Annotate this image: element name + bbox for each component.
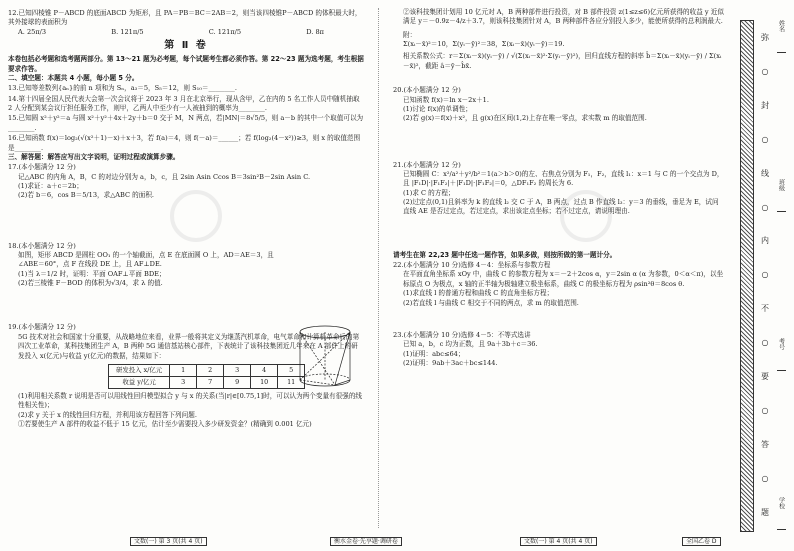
question-14: 14.第十四届全国人民代表大会第一次会议将于 2023 年 3 月在北京举行，现从含甲，乙在内的 5 名工作人员中随机抽取 2 人分配到某会议厅担任服务工作，则甲，乙两人中至少有一人被抽到的概率为________.	[8, 94, 360, 113]
table-cell: 9	[224, 376, 251, 388]
table-cell: 4	[251, 364, 278, 376]
reference-sums: Σ(xᵢ－x̄)²＝10，Σ(yᵢ－ȳ)²＝38，Σ(xᵢ－x̄)(yᵢ－ȳ)＝19.	[403, 40, 565, 49]
exam-number-field[interactable]: 考号	[777, 338, 786, 371]
student-info-fields	[774, 20, 788, 530]
table-header-cell: 研发投入 x/亿元	[109, 364, 170, 376]
question-21-part2: (2)过定点(0,1)且斜率为 k 的直线 l₂ 交 C 于 A，B 两点，过点 B 作直线 l₃：y＝3 的垂线，垂足为 E，试问直线 AE 是否过定点，若过定点，求出该定点坐标；若不过定点，请说明理由.	[403, 198, 719, 216]
question-20-body: 已知函数 f(x)＝ln x－2x＋1.	[403, 95, 489, 104]
table-cell: 11	[278, 376, 305, 388]
footer-edition: 全国乙卷 D	[682, 537, 721, 546]
question-19-head: 19.(本小题满分 12 分)	[8, 323, 76, 332]
page-footer-left	[130, 536, 207, 545]
seal-char: ○	[761, 473, 769, 483]
question-19-part2a: ①若要使生产 A 部件的收益不低于 15 亿元，估计至少需要投入多少研发资金？(精确到 0.001 亿元)	[18, 420, 312, 429]
seal-char: 弥	[761, 32, 769, 42]
question-23-head: 23.(本小题满分 10 分)选修 4－5：不等式选讲	[393, 330, 531, 339]
question-17-part1: (1)求证：a＋c＝2b；	[18, 181, 83, 190]
question-17-head: 17.(本小题满分 12 分)	[8, 163, 76, 172]
question-12-options	[8, 28, 364, 37]
right-column	[393, 8, 725, 368]
binding-strip	[740, 20, 788, 530]
seal-char: ○	[761, 270, 769, 280]
question-13: 13.已知等差数列{aₙ}的前 n 项和为 Sₙ，a₃＝5，S₅＝12，则 S₁₀＝________.	[8, 84, 237, 93]
answer-space	[393, 71, 725, 85]
school-field[interactable]: 学校	[777, 497, 786, 530]
page-footer-center	[330, 536, 402, 545]
question-21-body: 已知椭圆 C：x²/a²＋y²/b²＝1(a＞b＞0)的左、右焦点分别为 F₁，F₂，直线 l₁：x＝1 与 C 的一个交点为 D，且 |F₁D|·|F₁F₂|＋|F₁D|·|F₁F₂|＝0，△DF₁F₂ 的周长为 6.	[403, 169, 724, 188]
seal-char: 不	[761, 304, 769, 314]
question-22-part2: (2)若直线 l 与曲线 C 相交于不同的两点，求 m 的取值范围.	[403, 298, 579, 307]
option-b: B. 121π/5	[111, 27, 144, 36]
question-19-part1: (1)利用相关系数 r 说明是否可以用线性回归模型拟合 y 与 x 的关系(当|r|∈[0.75,1]时，可以认为两个变量有很强的线性相关性)；	[18, 392, 363, 410]
table-header-cell: 收益 y/亿元	[109, 376, 170, 388]
question-17-body: 记△ABC 的内角 A，B，C 的对边分别为 a，b，c，且 2sin Asin Ccos B＝3sin²B－2sin Asin C.	[18, 172, 311, 181]
seal-line-text	[758, 20, 772, 530]
answer-space	[393, 308, 725, 330]
seal-char: 答	[761, 440, 769, 450]
table-row	[109, 364, 305, 376]
elective-notice: 请考生在第 22,23 题中任选一题作答，如果多做，则按所做的第一题计分。	[393, 250, 617, 259]
question-16: 16.已知函数 f(x)＝log₂(√(x²＋1)－x)＋x＋3，若 f(a)＝4，则 f(－a)＝______；若 f(log₂(4－x²))≥3，则 x 的取值范围是________.	[8, 134, 361, 152]
answer-space	[393, 217, 725, 251]
footer-brand: 衡水金卷·先享题·调研卷	[330, 537, 402, 546]
table-cell: 3	[170, 376, 197, 388]
question-20-head: 20.(本小题满分 12 分)	[393, 86, 461, 95]
option-c: C. 121π/5	[208, 27, 242, 36]
footer-page-number: 文数(一) 第 3 页(共 4 页)	[130, 537, 207, 546]
question-23-part1: (1)证明：abc≤64；	[403, 349, 465, 358]
reference-head: 附：	[403, 30, 417, 39]
seal-char: ○	[761, 202, 769, 212]
question-21-head: 21.(本小题满分 12 分)	[393, 160, 461, 169]
footer-page-number: 文数(一) 第 4 页(共 4 页)	[520, 537, 597, 546]
cylinder-figure	[290, 322, 360, 390]
question-20-part2: (2)若 g(x)＝f(x)＋x²，且 g(x)在区间(1,2)上存在唯一零点，求实数 m 的取值范围.	[403, 114, 647, 123]
name-field[interactable]: 姓名	[777, 20, 786, 53]
question-23-part2: (2)证明：9ab＋3ac＋bc≤144.	[403, 358, 498, 367]
answer-section-title: 三、解答题：解答应写出文字说明，证明过程或演算步骤。	[8, 152, 180, 161]
table-row	[109, 376, 305, 388]
question-12: 12.已知四棱锥 P－ABCD 的底面ABCD 为矩形，且 PA＝PB＝BC＝2AB＝2，则当该四棱锥P－ABCD 的体积最大时，其外接球的表面积为	[8, 9, 362, 27]
question-18-part1: (1)当 λ＝1/2 时，证明：平面 OAF⊥平面 BDE；	[18, 269, 166, 278]
answer-space	[393, 124, 725, 160]
question-19-body: 5G 技术对社会和国家十分重要，从战略地位来看，业界一般将其定义为继蒸汽机革命，电气革命和计算机革命后的第四次工业革命，某科技集团生产 A，B 两种 5G 通信基站核心部件，下表统计了该科技集团近几年来在 A 部件上的研发投入 x(亿元)与收益 y(亿元)的数据，结果如下：	[18, 332, 360, 360]
table-cell: 10	[251, 376, 278, 388]
question-18-head: 18.(本小题满分 12 分)	[8, 241, 76, 250]
answer-space	[8, 201, 364, 241]
option-d: D. 8π	[306, 27, 324, 36]
seal-char: ○	[761, 406, 769, 416]
table-cell: 5	[278, 364, 305, 376]
question-23-body: 已知 a，b，c 均为正数，且 9a＋3b＋c＝36.	[403, 340, 538, 349]
question-17-part2: (2)若 b＝6，cos B＝5/13，求△ABC 的面积.	[18, 191, 155, 200]
page-footer-edition	[682, 536, 721, 545]
question-19-part2b: ②该科技集团计划用 10 亿元对 A，B 两种部件进行投资，对 B 部件投资 z(1≤z≤6)亿元所获得的收益 y 近似满足 y＝－0.9z－4/z＋3.7，则该科技集团针对 A，B 两种部件各应分别投入多少，能使所获得的总利润最大.	[403, 8, 724, 26]
table-cell: 2	[197, 364, 224, 376]
question-22-body: 在平面直角坐标系 xOy 中，曲线 C 的参数方程为 x＝－2＋2cos α，y＝2sin α (α 为参数，0＜α＜π)，以坐标原点 O 为极点，x 轴的正半轴为极轴建立极坐标系，曲线 C 的极坐标方程为 ρsin²θ＝8cos θ.	[403, 270, 724, 288]
question-20-part1: (1)讨论 f(x)的单调性；	[403, 104, 472, 113]
fill-section-title: 二、填空题：本题共 4 小题，每小题 5 分。	[8, 73, 139, 82]
question-22-head: 22.(本小题满分 10 分)选修 4－4：坐标系与参数方程	[393, 261, 551, 270]
research-data-table	[108, 364, 305, 389]
question-21-part1: (1)求 C 的方程；	[403, 188, 455, 197]
page-footer-right	[520, 536, 597, 545]
seal-char: 封	[761, 100, 769, 110]
table-cell: 7	[197, 376, 224, 388]
reference-formulas: 相关系数公式：r＝Σ(xᵢ－x̄)(yᵢ－ȳ) / √(Σ(xᵢ－x̄)²·Σ(yᵢ－ȳ)²)，回归直线方程的斜率 b̂＝Σ(xᵢ－x̄)(yᵢ－ȳ) / Σ(xᵢ－x̄)²，截距 â＝ȳ－b̂x̄.	[403, 52, 722, 70]
option-a: A. 25π/3	[18, 27, 47, 36]
section-title: 第 Ⅱ 卷	[164, 40, 208, 52]
question-19-part2: (2)求 y 关于 x 的线性回归方程，并利用该方程回答下列问题.	[18, 410, 197, 419]
question-15: 15.已知圆 x²＋y²＝a 与圆 x²＋y²＋4x＋2y＋b＝0 交于 M，N 两点，若|MN|＝8√5/5，则 a－b 的其中一个取值可以为________.	[8, 114, 364, 132]
seal-char: 线	[761, 168, 769, 178]
seal-char: ○	[761, 134, 769, 144]
seal-char: 要	[761, 372, 769, 382]
binding-hatch	[740, 20, 754, 532]
question-18-body: 如图，矩形 ABCD 是圆柱 OO₁ 的一个轴截面，点 E 在底面圆 O 上，AD＝AE＝3，且∠ABE＝60°，点 F 在线段 DE 上，且 AF⊥DE.	[18, 251, 274, 269]
class-field[interactable]: 班级	[777, 179, 786, 212]
question-22-part1: (1)求直线 l 的普通方程和曲线 C 的直角坐标方程；	[403, 289, 554, 298]
column-divider	[378, 8, 379, 528]
seal-char: 内	[761, 236, 769, 246]
answer-space	[8, 288, 364, 322]
seal-char: ○	[761, 66, 769, 76]
table-cell: 1	[170, 364, 197, 376]
seal-char: ○	[761, 338, 769, 348]
section-notice: 本卷包括必考题和选考题两部分。第 13～21 题为必考题，每个试题考生都必须作答。第 22～23 题为选考题，考生根据要求作答。	[8, 55, 364, 73]
table-cell: 3	[224, 364, 251, 376]
seal-char: 题	[761, 507, 769, 517]
question-18-part2: (2)若三棱锥 F－BOD 的体积为√3/4，求 λ 的值.	[18, 279, 163, 288]
